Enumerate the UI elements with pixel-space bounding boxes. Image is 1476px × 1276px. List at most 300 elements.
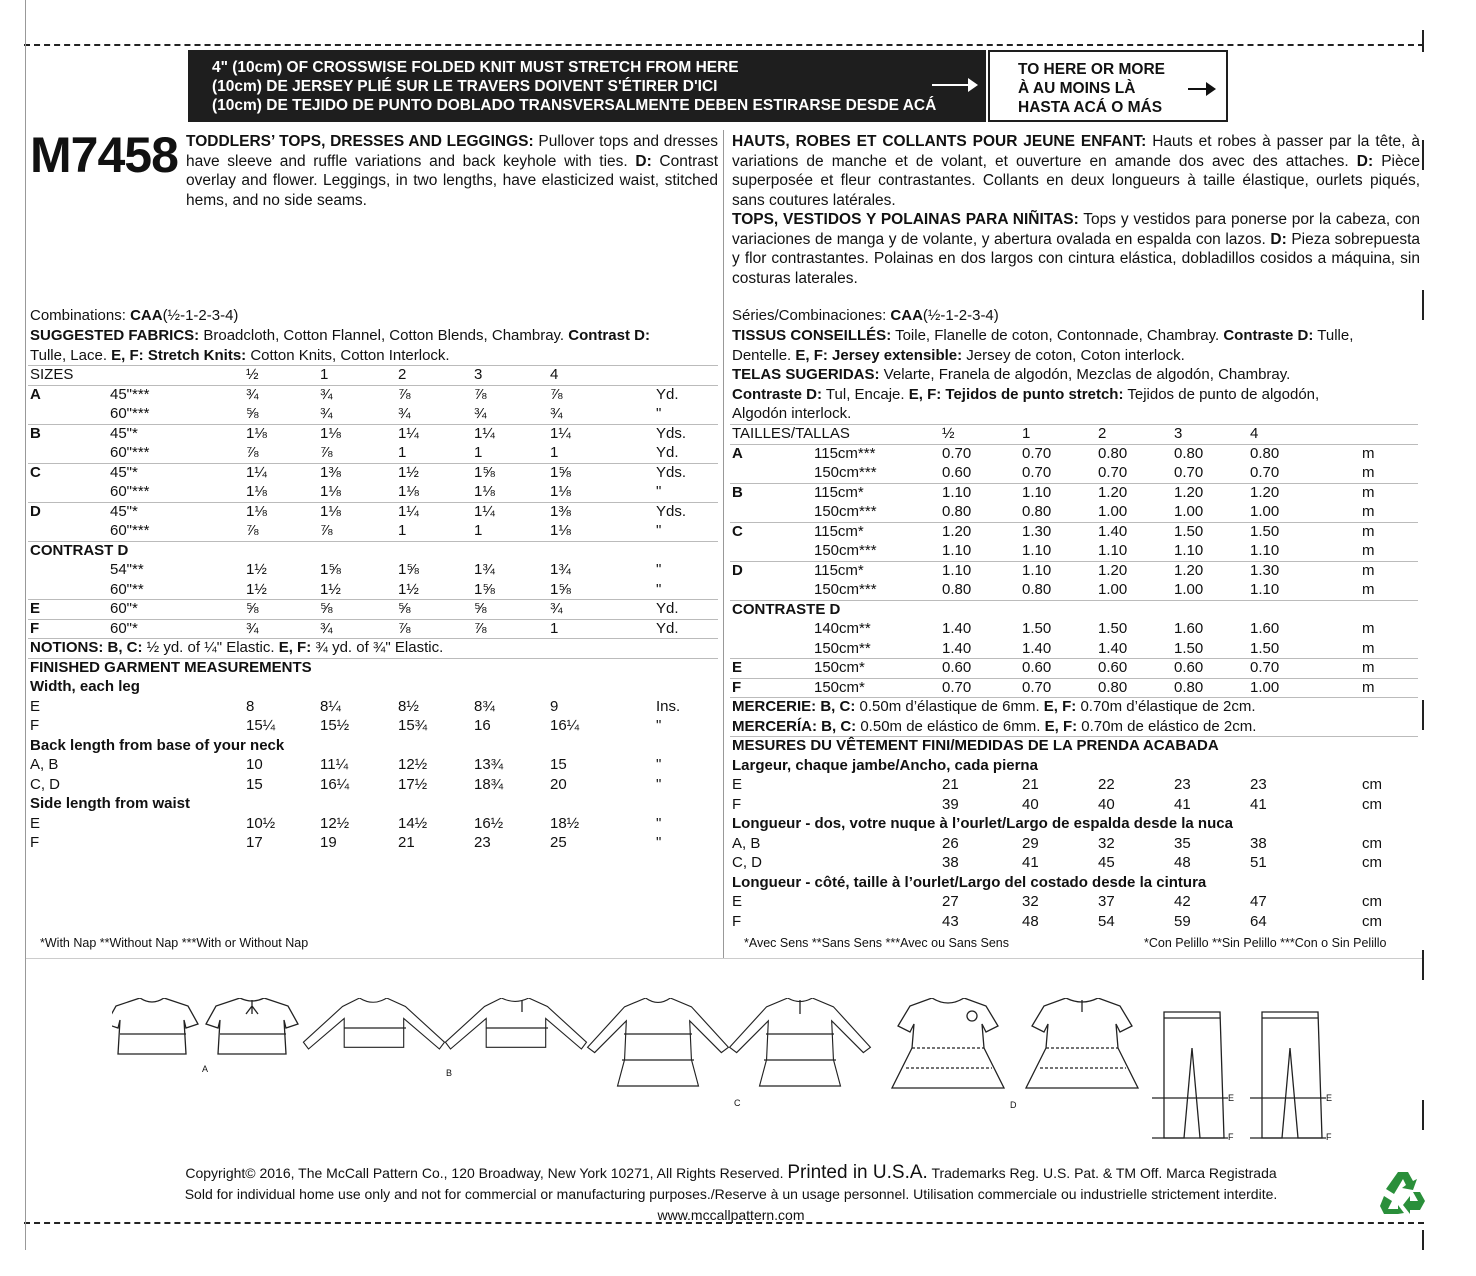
sketch-view-c-back: [730, 998, 871, 1086]
row-value: 1.20: [1174, 483, 1204, 501]
row-value: 1⅛: [474, 483, 495, 500]
row-unit: cm: [1362, 912, 1382, 930]
row-value: 25: [550, 834, 567, 851]
table-row: [732, 502, 1420, 522]
row-view: C, D: [30, 775, 60, 793]
row-value: 1: [550, 444, 559, 461]
sketch-label-f1: F: [1228, 1132, 1234, 1142]
tissus-text2: Tulle,: [1313, 327, 1354, 344]
row-value: ¾: [474, 405, 487, 422]
row-view: A, B: [732, 834, 761, 852]
row-unit: Yd.: [656, 619, 679, 637]
desc-fr-text2: Pièce superposée et fleur contrastantes. Collants en deux longueurs à taille élastique, ourlets piqués, sans coutures latérales.: [732, 152, 1420, 209]
row-value: 0.60: [1022, 659, 1052, 676]
row-value: 54: [1098, 912, 1115, 930]
table-row: [732, 853, 1420, 873]
row-value: 12½: [320, 814, 350, 832]
nap-note-en: *With Nap **Without Nap ***With or Without Nap: [40, 936, 309, 950]
row-width: 45"*: [110, 463, 138, 481]
desc-fr-d: D:: [1356, 152, 1374, 170]
row-value: 1⅛: [320, 483, 341, 500]
row-width: 150cm**: [814, 639, 871, 657]
row-value: 48: [1022, 912, 1039, 930]
table-row: [30, 716, 720, 736]
row-value: 15: [550, 756, 567, 773]
row-value: 1.10: [1098, 542, 1128, 559]
to-here-es: HASTA ACÁ O MÁS: [1018, 99, 1163, 116]
merceria-text: 0.50m de elástico de 6mm.: [856, 717, 1045, 735]
row-unit: m: [1362, 561, 1375, 579]
row-value: 1½: [398, 580, 419, 598]
row-unit: Yds.: [656, 424, 687, 442]
row-view: F: [30, 619, 40, 637]
row-value: 0.70: [1022, 444, 1052, 462]
row-view: A: [30, 385, 41, 403]
row-unit: m: [1362, 659, 1375, 676]
table-row: [30, 775, 720, 795]
website-url: www.mccallpattern.com: [657, 1207, 805, 1223]
fabrics-line2a: Tulle, Lace.: [30, 346, 112, 364]
desc-es-text2: Pieza sobrepuesta y flor contrastantes. Polainas en dos largos con cintura elástica, dobladillos cosidos a máquina, sin costuras laterales.: [732, 230, 1420, 287]
row-width: 60"*: [110, 619, 138, 637]
row-value: 11¼: [320, 756, 349, 773]
row-value: 16¼: [320, 775, 350, 793]
column-divider: [723, 130, 724, 958]
row-unit: Ins.: [656, 697, 681, 715]
row-value: 1.20: [1250, 483, 1280, 501]
row-unit: cm: [1362, 854, 1382, 871]
row-unit: m: [1362, 444, 1375, 462]
merceria-ef: E, F:: [1044, 717, 1078, 735]
row-value: 1.00: [1098, 503, 1128, 520]
row-value: 1⅛: [320, 424, 341, 442]
row-value: 14½: [398, 814, 428, 832]
pattern-code: M7458: [30, 127, 178, 183]
row-value: 13¾: [474, 756, 504, 773]
row-value: ¾: [246, 619, 259, 637]
row-value: 27: [942, 893, 959, 910]
table-row: [732, 678, 1420, 698]
row-view: C: [30, 463, 41, 481]
sketch-label-b: B: [446, 1068, 453, 1078]
row-view: E: [732, 893, 743, 910]
row-value: 1.10: [942, 483, 972, 501]
desc-en-text2: Contrast overlay and flower. Leggings, in two lengths, have elasticized waist, stitched hems, and no side seams.: [186, 152, 719, 209]
row-value: 41: [1250, 795, 1267, 813]
finished-measurements-heading: FINISHED GARMENT MEASUREMENTS: [30, 658, 312, 676]
fabrics-line2b: Cotton Knits, Cotton Interlock.: [246, 346, 450, 364]
row-value: 0.70: [1022, 464, 1052, 481]
row-view: B: [30, 424, 41, 442]
row-value: 59: [1174, 912, 1191, 930]
telas-text3: Tejidos de punto de algodón,: [1123, 385, 1320, 403]
row-value: ⅝: [320, 600, 333, 617]
row-value: 1.30: [1022, 522, 1052, 540]
table-row: [30, 814, 720, 834]
to-here-fr: À AU MOINS LÀ: [1018, 80, 1136, 97]
row-width: 115cm*: [814, 483, 864, 501]
row-unit: m: [1362, 678, 1375, 696]
table-row: [732, 463, 1420, 483]
row-value: 1.50: [1250, 639, 1280, 657]
tissus-text: Toile, Flanelle de coton, Contonnade, Chambray.: [891, 327, 1224, 344]
row-value: 16¼: [550, 717, 580, 734]
contrast-d-heading: CONTRAST D: [30, 541, 129, 559]
row-value: ⅞: [398, 385, 411, 403]
description-fr: [732, 132, 1420, 210]
row-unit: ": [656, 756, 662, 773]
table-row: [30, 482, 720, 502]
size-header: 2: [1098, 425, 1107, 442]
table-row: [30, 560, 720, 580]
row-value: 15½: [320, 717, 350, 734]
row-unit: ": [656, 405, 662, 422]
table-row: [732, 619, 1420, 639]
merceria-text2: 0.70m de elástico de 2cm.: [1077, 717, 1257, 735]
stretch-to-here-box: [988, 50, 1228, 122]
description-es: [732, 210, 1420, 288]
merceria-label: MERCERÍA: B, C:: [732, 717, 857, 735]
row-value: 1.40: [1098, 639, 1128, 657]
recycle-icon: [1380, 1168, 1426, 1214]
sketch-view-a-back: [206, 998, 298, 1054]
row-value: 1⅜: [320, 463, 341, 481]
row-unit: m: [1362, 464, 1375, 481]
row-value: 41: [1174, 795, 1191, 813]
notions: [30, 638, 443, 658]
row-width: 60"***: [110, 405, 150, 422]
table-row: [732, 444, 1420, 464]
row-value: 0.80: [1098, 678, 1128, 696]
row-value: ⅞: [246, 522, 259, 539]
row-value: 0.80: [942, 581, 972, 598]
row-value: 10: [246, 756, 263, 773]
right-mark: [1422, 140, 1424, 170]
table-row: [732, 639, 1420, 659]
mercerie-text: 0.50m d’élastique de 6mm.: [855, 698, 1044, 715]
row-unit: Yds.: [656, 502, 687, 520]
row-value: 1.10: [1022, 542, 1052, 559]
row-view: A: [732, 444, 743, 462]
table-row: [732, 424, 1420, 444]
row-value: 1.20: [1098, 561, 1128, 579]
row-value: 1⅛: [246, 483, 267, 500]
row-view: A, B: [30, 756, 59, 773]
sketch-label-c: C: [734, 1098, 741, 1108]
row-value: 1.50: [1250, 522, 1280, 540]
footer: [100, 1162, 1362, 1226]
row-unit: ": [656, 717, 662, 734]
row-unit: ": [656, 814, 662, 832]
row-view: F: [732, 678, 742, 696]
sketch-view-d-front: [892, 998, 1004, 1088]
tissus-line2b: Jersey de coton, Coton interlock.: [962, 346, 1185, 364]
right-mark: [1422, 1230, 1424, 1250]
row-value: 22: [1098, 776, 1115, 793]
notions-ef: E, F:: [278, 639, 312, 656]
row-value: 45: [1098, 854, 1115, 871]
row-unit: m: [1362, 522, 1375, 540]
row-value: 23: [1250, 776, 1267, 793]
mercerie: [732, 697, 1256, 717]
row-value: ⅝: [246, 600, 259, 617]
row-value: 1.40: [1098, 522, 1128, 540]
size-header: 4: [1250, 425, 1259, 442]
row-value: 1.20: [1098, 483, 1128, 501]
width-leg-heading: Width, each leg: [30, 678, 140, 695]
row-value: 1.40: [1022, 639, 1052, 657]
telas-contrast: Contraste D:: [732, 385, 823, 403]
row-view: F: [732, 795, 742, 813]
telas-ef: E, F: Tejidos de punto stretch:: [908, 385, 1124, 403]
desc-en-title: TODDLERS’ TOPS, DRESSES AND LEGGINGS:: [186, 133, 534, 150]
fabrics-text: Broadcloth, Cotton Flannel, Cotton Blends, Chambray.: [199, 327, 569, 344]
row-value: 1⅝: [474, 463, 495, 481]
row-width: 150cm***: [814, 581, 877, 598]
sizes-header-label: SIZES: [30, 366, 74, 383]
tissus-contrast: Contraste D:: [1223, 327, 1314, 344]
row-value: 0.60: [942, 659, 972, 676]
table-row: [30, 599, 720, 619]
left-margin-line: [25, 0, 26, 1250]
row-value: 1¼: [550, 424, 571, 442]
row-value: 9: [550, 697, 559, 715]
row-unit: m: [1362, 503, 1375, 520]
stretch-knits-label: E, F: Stretch Knits:: [111, 346, 247, 364]
table-row: [30, 443, 720, 463]
row-value: 20: [550, 775, 567, 793]
row-value: 16½: [474, 814, 504, 832]
nap-note-fr: *Avec Sens **Sans Sens ***Avec ou Sans Sens: [744, 936, 1009, 950]
row-value: 21: [398, 834, 415, 851]
row-view: C: [732, 522, 743, 540]
mercerie-label: MERCERIE: B, C:: [732, 698, 856, 715]
row-value: 1¼: [246, 463, 267, 481]
suggested-fabrics: [30, 326, 720, 365]
row-value: 1½: [246, 580, 267, 598]
row-value: 15¼: [246, 717, 276, 734]
row-value: ⅝: [474, 600, 487, 617]
right-mark: [1422, 290, 1424, 320]
row-value: ¾: [398, 405, 411, 422]
row-value: 15: [246, 775, 263, 793]
sketch-label-f2: F: [1326, 1132, 1332, 1142]
sketch-view-b-front: [303, 998, 444, 1049]
row-value: ¾: [320, 619, 333, 637]
table-row: [732, 580, 1420, 600]
row-value: 19: [320, 834, 337, 851]
row-value: 1.10: [1250, 581, 1280, 598]
combinations-label: Combinations:: [30, 307, 131, 324]
row-value: 1¼: [398, 502, 419, 520]
size-header: 1: [1022, 425, 1031, 442]
size-header: 1: [320, 366, 329, 383]
row-view: F: [30, 717, 40, 734]
row-unit: Yds.: [656, 463, 687, 481]
row-value: 0.70: [1250, 464, 1280, 481]
row-unit: cm: [1362, 795, 1382, 813]
sketch-view-d-back: [1026, 998, 1138, 1088]
desc-fr-text: Hauts et robes à passer par la tête, à variations de manche et de volant, et ouverture en amande dos avec des attaches.: [732, 133, 1420, 170]
table-row: [30, 502, 720, 522]
combinations-code: CAA: [130, 307, 163, 324]
row-unit: m: [1362, 581, 1375, 598]
sketch-view-c-front: [588, 998, 729, 1086]
footer-line-1: [100, 1162, 1362, 1184]
row-value: 0.80: [1022, 503, 1052, 520]
size-header: 4: [550, 366, 559, 383]
row-view: E: [30, 697, 41, 715]
row-value: 1⅜: [550, 502, 571, 520]
trademarks: Trademarks Reg. U.S. Pat. & TM Off. Marca Registrada: [927, 1165, 1277, 1181]
mercerie-ef: E, F:: [1043, 698, 1077, 715]
row-width: 150cm*: [814, 659, 865, 676]
telas-line3: Algodón interlock.: [732, 405, 852, 422]
row-width: 150cm***: [814, 503, 877, 520]
row-unit: Yd.: [656, 444, 679, 461]
row-value: 17½: [398, 775, 428, 793]
combinations-fr: [732, 306, 999, 326]
to-here-en: TO HERE OR MORE: [1018, 61, 1165, 78]
row-width: 150cm***: [814, 542, 877, 559]
row-value: 1⅛: [550, 483, 571, 500]
row-value: 1.60: [1174, 620, 1204, 637]
row-value: 0.70: [942, 444, 972, 462]
table-row: [732, 775, 1420, 795]
size-header: 2: [398, 366, 407, 383]
row-unit: ": [656, 483, 662, 500]
row-value: 1.10: [1022, 561, 1052, 579]
side-length-heading: Side length from waist: [30, 795, 191, 812]
desc-es-text: Tops y vestidos para ponerse por la cabeza, con variaciones de manga y de volante, y abertura ovalada en espalda con lazos.: [732, 211, 1420, 248]
row-value: 1⅝: [474, 580, 495, 598]
row-unit: m: [1362, 620, 1375, 637]
row-width: 115cm***: [814, 444, 876, 462]
row-value: 35: [1174, 834, 1191, 852]
row-value: ¾: [320, 405, 333, 422]
row-value: 1.40: [942, 620, 972, 637]
row-value: 0.80: [942, 503, 972, 520]
combinations-code-fr: CAA: [890, 307, 923, 324]
row-value: 8½: [398, 697, 419, 715]
row-value: 17: [246, 834, 263, 851]
garment-sketches: [112, 998, 1342, 1148]
stretch-line-fr: (10cm) DE JERSEY PLIÉ SUR LE TRAVERS DOIVENT S'ÉTIRER D'ICI: [212, 78, 718, 95]
row-value: 1: [550, 619, 559, 637]
row-value: ⅞: [550, 385, 563, 403]
row-value: ⅝: [246, 405, 259, 422]
table-row: [30, 404, 720, 424]
row-value: 47: [1250, 893, 1267, 910]
stretch-line-es: (10cm) DE TEJIDO DE PUNTO DOBLADO TRANSVERSALMENTE DEBEN ESTIRARSE DESDE ACÁ: [212, 97, 937, 114]
table-row: [732, 912, 1420, 932]
table-row: [30, 697, 720, 717]
row-value: 0.60: [942, 464, 972, 481]
nap-note-es: *Con Pelillo **Sin Pelillo ***Con o Sin Pelillo: [1144, 936, 1387, 950]
right-mark: [1422, 700, 1424, 730]
row-value: ¾: [246, 385, 259, 403]
row-width: 45"*: [110, 424, 138, 442]
notions-text2: ¾ yd. of ¾" Elastic.: [311, 639, 444, 656]
row-unit: m: [1362, 542, 1375, 559]
row-value: 16: [474, 717, 491, 734]
table-row: [732, 834, 1420, 854]
row-value: 0.60: [1098, 659, 1128, 676]
table-row: [732, 522, 1420, 542]
row-view: D: [30, 502, 41, 520]
right-mark: [1422, 1100, 1424, 1130]
row-unit: Yd.: [656, 600, 679, 617]
row-value: 0.70: [942, 678, 972, 696]
row-value: 1.40: [942, 639, 972, 657]
row-value: 1.00: [1250, 678, 1280, 696]
row-value: 1: [474, 522, 483, 539]
row-value: 0.70: [1174, 464, 1204, 481]
row-width: 60"***: [110, 483, 150, 500]
row-value: 1½: [398, 463, 419, 481]
row-value: 37: [1098, 893, 1115, 910]
row-value: 1⅝: [550, 580, 571, 598]
sketch-label-e1: E: [1228, 1093, 1235, 1103]
notions-label: NOTIONS: B, C:: [30, 639, 143, 656]
row-value: ⅝: [398, 600, 411, 617]
row-divider: [28, 541, 718, 542]
row-width: 150cm*: [814, 678, 865, 696]
row-value: ⅞: [474, 385, 487, 403]
row-value: 1¾: [474, 561, 495, 578]
row-view: B: [732, 483, 743, 501]
row-value: 23: [1174, 776, 1191, 793]
sketch-label-d: D: [1010, 1100, 1017, 1110]
row-value: 1.60: [1250, 620, 1280, 637]
row-view: F: [732, 912, 742, 930]
sketch-view-ef-front: [1152, 1012, 1228, 1138]
row-value: 48: [1174, 854, 1191, 871]
row-value: 1.20: [1174, 561, 1204, 579]
row-value: 51: [1250, 854, 1267, 871]
row-value: ⅞: [320, 444, 333, 461]
row-width: 45"***: [110, 385, 150, 403]
combinations-label-fr: Séries/Combinaciones:: [732, 307, 891, 324]
row-value: 0.70: [1098, 464, 1128, 481]
desc-en-text: Pullover tops and dresses have sleeve and ruffle variations and back keyhole with ties.: [186, 133, 718, 170]
row-unit: Yd.: [656, 385, 679, 403]
table-row: [732, 541, 1420, 561]
row-value: ⅞: [320, 522, 333, 539]
width-leg-heading: Largeur, chaque jambe/Ancho, cada pierna: [732, 756, 1038, 774]
row-value: 1⅛: [398, 483, 419, 500]
row-value: 1: [398, 522, 407, 539]
row-value: ⅞: [246, 444, 259, 461]
row-value: 26: [942, 834, 959, 852]
row-width: 45"*: [110, 502, 138, 520]
table-row: [30, 755, 720, 775]
row-value: 1⅛: [550, 522, 571, 539]
row-unit: ": [656, 775, 662, 793]
row-value: 1½: [246, 561, 267, 578]
row-value: 0.80: [1174, 444, 1204, 462]
row-value: 0.70: [1250, 659, 1280, 676]
row-value: 1.00: [1174, 581, 1204, 598]
row-value: 32: [1022, 893, 1039, 910]
row-value: 0.80: [1098, 444, 1128, 462]
row-value: 8¼: [320, 697, 341, 715]
row-unit: ": [656, 580, 662, 598]
arrow-right-icon: [1188, 88, 1214, 90]
row-value: 23: [474, 834, 491, 851]
tissus-label: TISSUS CONSEILLÉS:: [732, 327, 892, 344]
row-value: 1⅛: [246, 502, 267, 520]
